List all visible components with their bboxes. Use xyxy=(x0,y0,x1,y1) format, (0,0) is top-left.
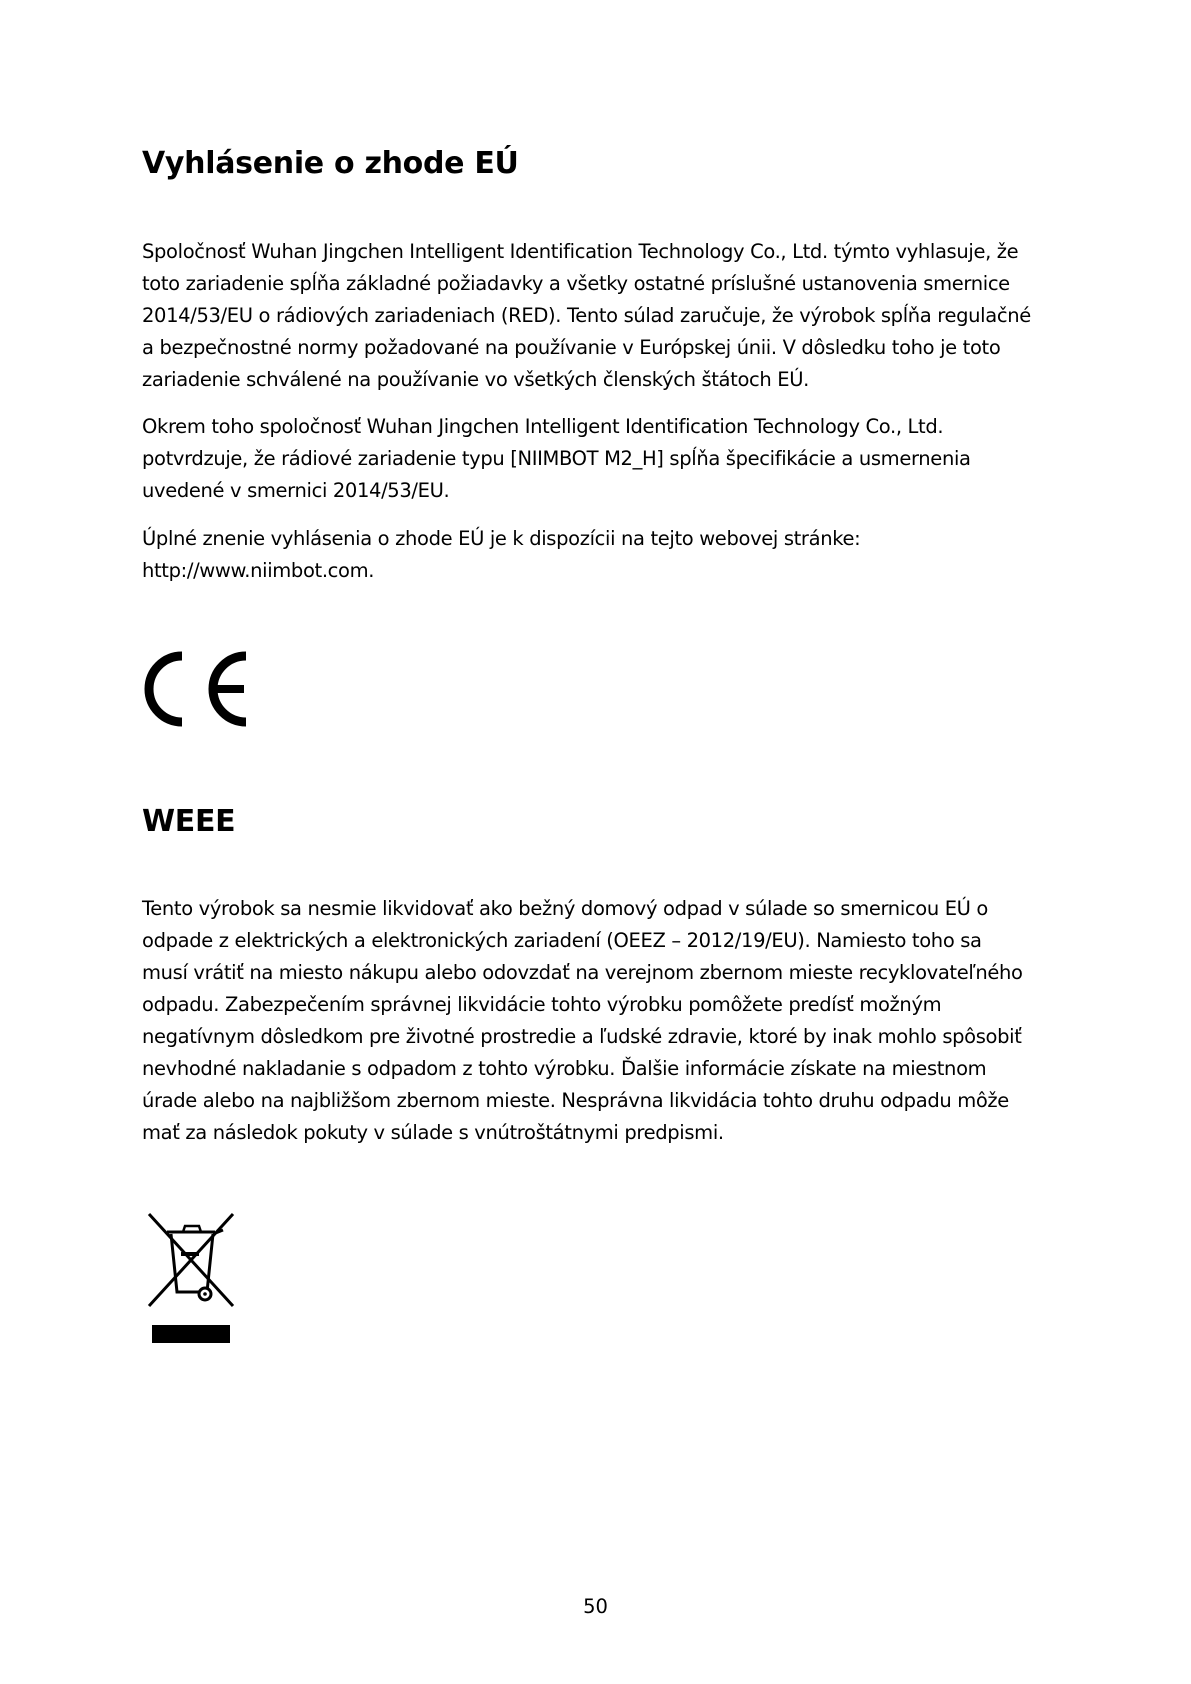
text-line: Úplné znenie vyhlásenia o zhode EÚ je k dispozícii na tejto webovej stránke: xyxy=(142,527,861,550)
crossed-out-wheelie-bin-icon xyxy=(145,1212,237,1308)
text-line: potvrdzuje, že rádiové zariadenie typu [NIIMBOT M2_H] spĺňa špecifikácie a usmernenia xyxy=(142,447,971,470)
ce-mark-icon xyxy=(142,648,254,730)
text-line: Spoločnosť Wuhan Jingchen Intelligent Identification Technology Co., Ltd. týmto vyhlasuje, že xyxy=(142,240,1019,263)
text-line: odpadu. Zabezpečením správnej likvidácie tohto výrobku pomôžete predísť možným xyxy=(142,993,942,1016)
eu-declaration-paragraph-1 xyxy=(142,236,1082,396)
text-line: 2014/53/EU o rádiových zariadeniach (RED). Tento súlad zaručuje, že výrobok spĺňa regulačné xyxy=(142,304,1031,327)
page-number: 50 xyxy=(583,1595,608,1618)
text-line: mať za následok pokuty v súlade s vnútroštátnymi predpismi. xyxy=(142,1121,724,1144)
text-line: musí vrátiť na miesto nákupu alebo odovzdať na verejnom zbernom mieste recyklovateľného xyxy=(142,961,1023,984)
text-line: Tento výrobok sa nesmie likvidovať ako bežný domový odpad v súlade so smernicou EÚ o xyxy=(142,897,989,920)
text-line: nevhodné nakladanie s odpadom z tohto výrobku. Ďalšie informácie získate na miestnom xyxy=(142,1057,987,1080)
text-line: a bezpečnostné normy požadované na používanie v Európskej únii. V dôsledku toho je toto xyxy=(142,336,1001,359)
eu-declaration-paragraph-3 xyxy=(142,523,1082,587)
eu-declaration-heading: Vyhlásenie o zhode EÚ xyxy=(142,146,519,181)
text-line: zariadenie schválené na používanie vo všetkých členských štátoch EÚ. xyxy=(142,368,810,391)
text-line: toto zariadenie spĺňa základné požiadavky a všetky ostatné príslušné ustanovenia smernice xyxy=(142,272,1010,295)
website-link[interactable]: http://www.niimbot.com. xyxy=(142,559,375,582)
text-line: úrade alebo na najbližšom zbernom mieste. Nesprávna likvidácia tohto druhu odpadu môže xyxy=(142,1089,1009,1112)
eu-declaration-paragraph-2 xyxy=(142,411,1082,507)
text-line: Okrem toho spoločnosť Wuhan Jingchen Intelligent Identification Technology Co., Ltd. xyxy=(142,415,944,438)
weee-paragraph xyxy=(142,893,1082,1149)
text-line: odpade z elektrických a elektronických zariadení (OEEZ – 2012/19/EU). Namiesto toho sa xyxy=(142,929,982,952)
text-line: negatívnym dôsledkom pre životné prostredie a ľudské zdravie, ktoré by inak mohlo spôsobiť xyxy=(142,1025,1022,1048)
weee-heading: WEEE xyxy=(142,804,236,839)
text-line: uvedené v smernici 2014/53/EU. xyxy=(142,479,450,502)
weee-underline-bar xyxy=(152,1325,230,1343)
